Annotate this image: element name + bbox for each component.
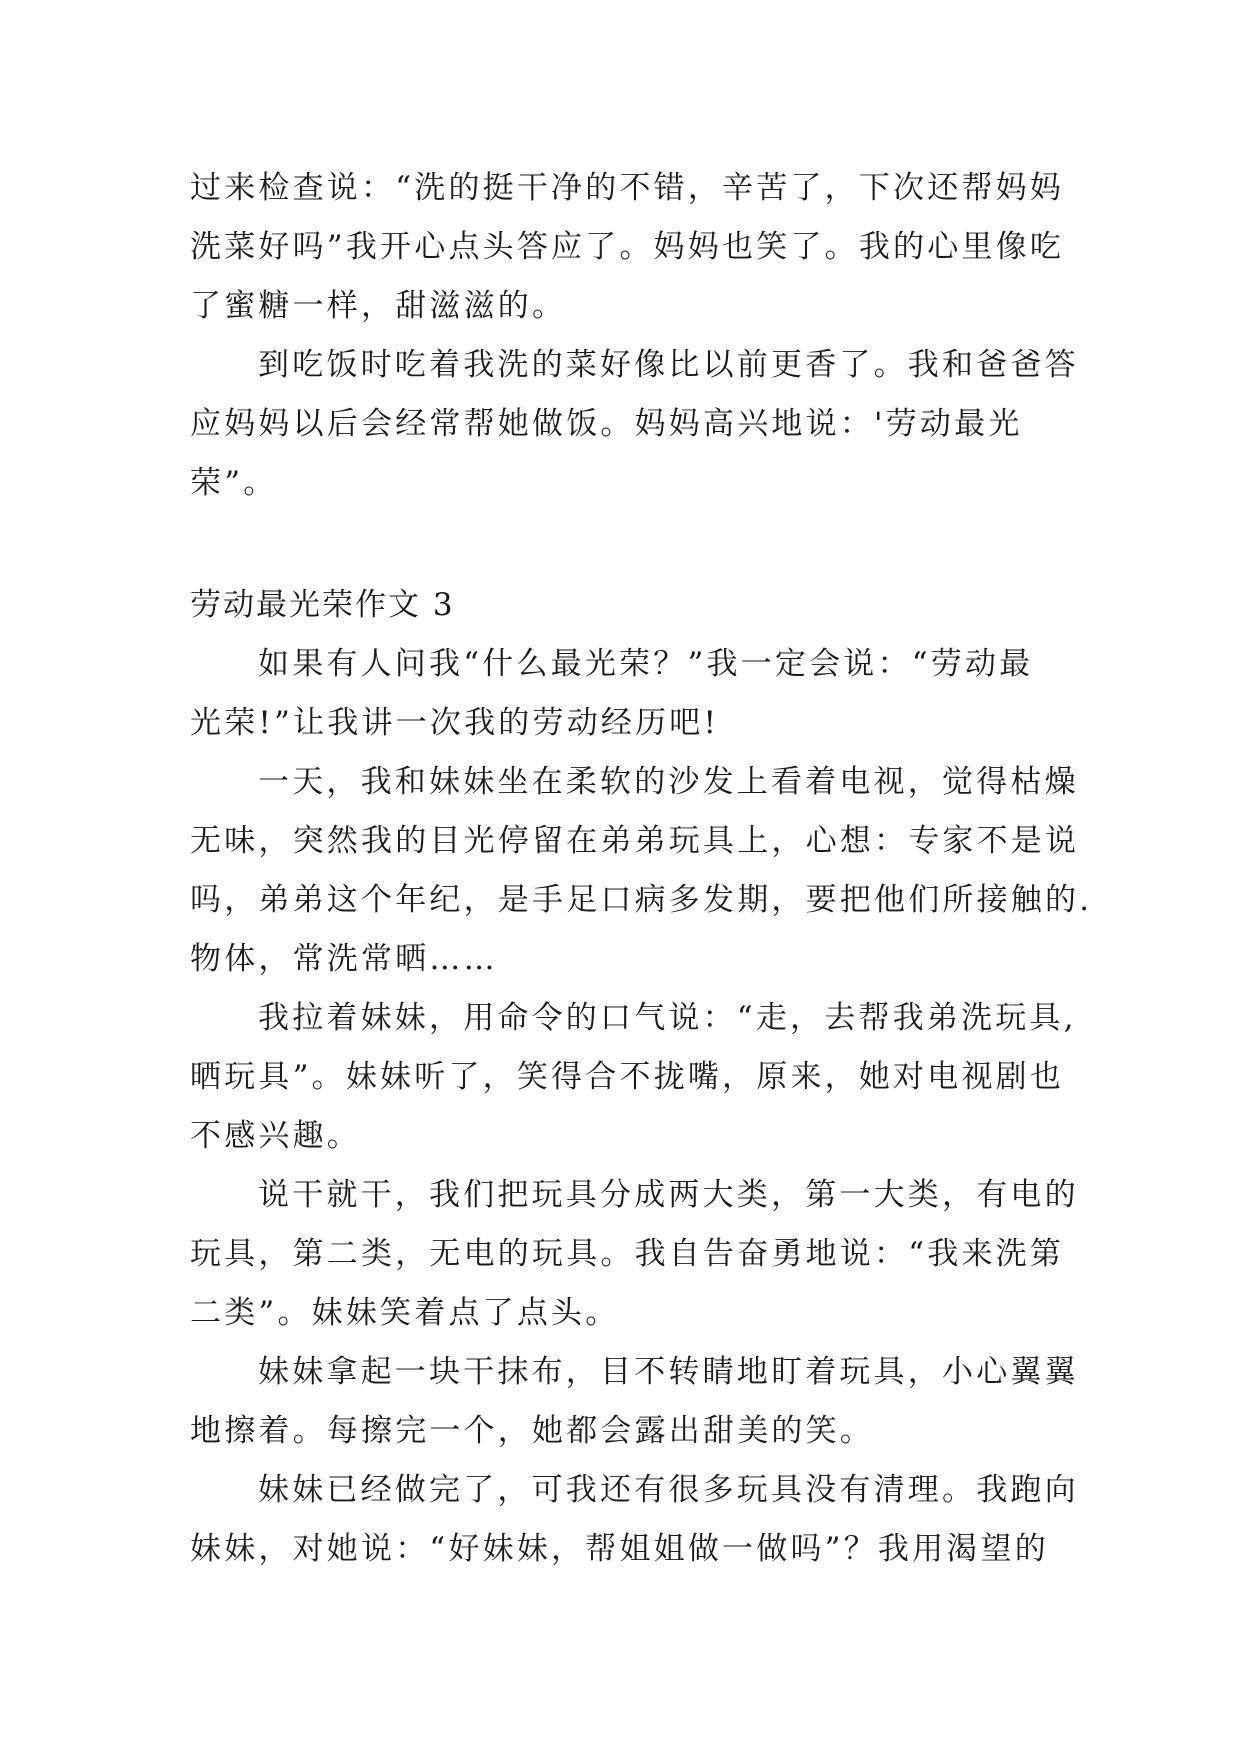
paragraph-7 (190, 1343, 1079, 1461)
text-line: 无味，突然我的目光停留在弟弟玩具上，心想：专家不是说 (190, 823, 1080, 859)
paragraph-5 (190, 989, 1077, 1166)
text-line: 荣”。 (190, 465, 278, 501)
paragraph-2 (190, 336, 1079, 513)
text-line: 物体，常洗常晒…… (190, 941, 498, 977)
text-line: 过来检查说：“洗的挺干净的不错，辛苦了，下次还帮妈妈 (190, 170, 1065, 206)
text-line: 我拉着妹妹，用命令的口气说：“走，去帮我弟洗玩具, (258, 1000, 1077, 1036)
text-line: 了蜜糖一样，甜滋滋的。 (190, 288, 567, 324)
text-line: 吗，弟弟这个年纪，是手足口病多发期，要把他们所接触的. (190, 882, 1093, 918)
text-line: 玩具，第二类，无电的玩具。我自告奋勇地说：“我来洗第 (190, 1236, 1065, 1272)
text-line: 二类”。妹妹笑着点了点头。 (190, 1295, 620, 1331)
document-page (190, 159, 1093, 1579)
text-line: 光荣!”让我讲一次我的劳动经历吧! (190, 705, 720, 741)
text-line: 晒玩具”。妹妹听了，笑得合不拢嘴，原来，她对电视剧也 (190, 1059, 1065, 1095)
text-line: 到吃饭时吃着我洗的菜好像比以前更香了。我和爸爸答 (258, 347, 1079, 383)
paragraph-3 (190, 635, 1060, 753)
text-line: 妹妹，对她说：“好妹妹，帮姐姐做一做吗”？我用渴望的 (190, 1531, 1049, 1567)
paragraph-4 (190, 753, 1093, 989)
paragraph-8 (190, 1461, 1079, 1579)
text-line: 地擦着。每擦完一个，她都会露出甜美的笑。 (190, 1413, 874, 1449)
text-line: 一天，我和妹妹坐在柔软的沙发上看着电视，觉得枯燥 (258, 764, 1079, 800)
text-line: 洗菜好吗”我开心点头答应了。妈妈也笑了。我的心里像吃 (190, 229, 1065, 265)
text-line: 应妈妈以后会经常帮她做饭。妈妈高兴地说：'劳动最光 (190, 406, 1023, 442)
section-gap (190, 513, 1060, 576)
paragraph-1 (190, 159, 1065, 336)
text-line: 不感兴趣。 (190, 1118, 361, 1154)
text-line: 说干就干，我们把玩具分成两大类，第一大类，有电的 (258, 1177, 1079, 1213)
text-line: 妹妹拿起一块干抹布，目不转睛地盯着玩具，小心翼翼 (258, 1354, 1079, 1390)
paragraph-6 (190, 1166, 1079, 1343)
section-title: 劳动最光荣作文 3 (190, 587, 455, 623)
text-line: 妹妹已经做完了，可我还有很多玩具没有清理。我跑向 (258, 1472, 1079, 1508)
text-line: 如果有人问我“什么最光荣？”我一定会说：“劳动最 (258, 646, 1034, 682)
